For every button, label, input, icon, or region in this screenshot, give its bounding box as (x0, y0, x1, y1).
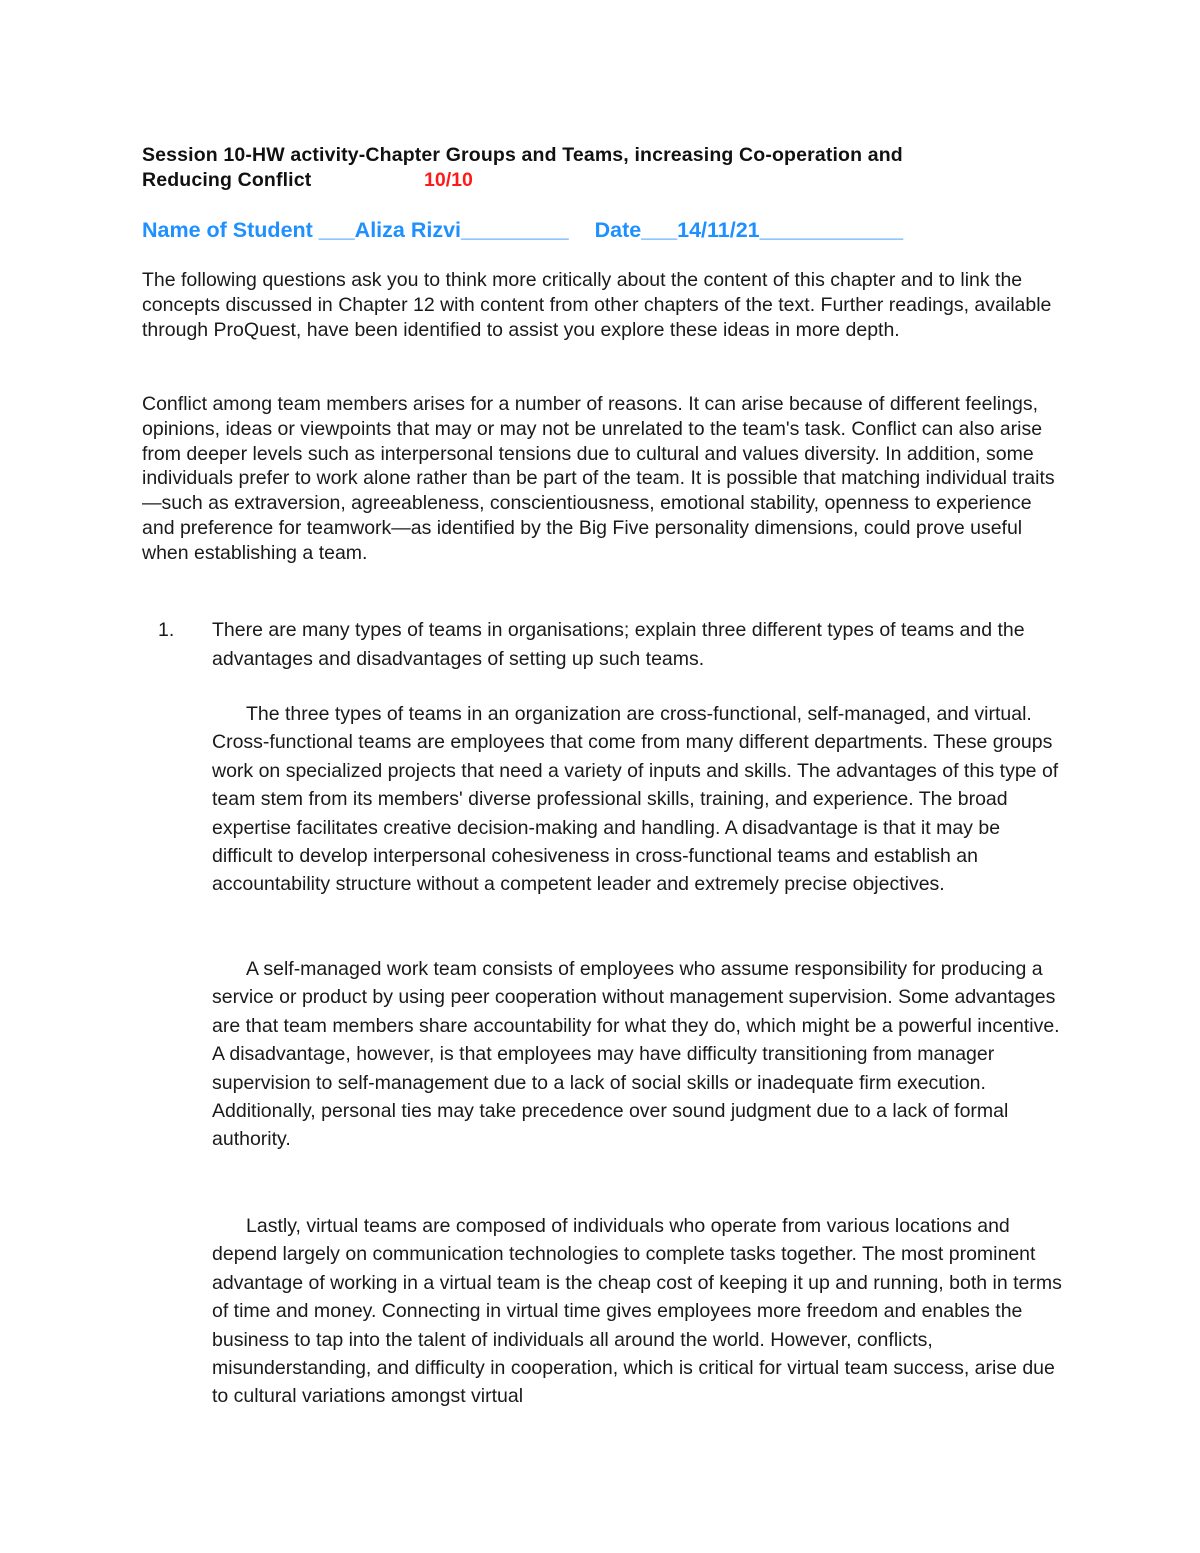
student-info-line (142, 216, 903, 244)
student-name-value: Aliza Rizvi_________ (354, 218, 569, 242)
question-text: There are many types of teams in organisations; explain three different types of teams and the advantages and disadvantages of setting up such teams. (212, 619, 1025, 670)
date-label: Date___ (594, 218, 678, 242)
document-title-line-2: Reducing Conflict (142, 169, 312, 191)
answer-paragraph-virtual: Lastly, virtual teams are composed of individuals who operate from various locations and depend largely on communication technologies to complete tasks together. The most prominent advantage of working in a virtual team is the cheap cost of keeping it up and running, both in terms of time and money. Connecting in virtual time gives employees more freedom and enables the business to tap into the talent of individuals all around the world. However, conflicts, misunderstanding, and difficulty in cooperation, which is critical for virtual team success, arise due to cultural variations amongst virtual (212, 1215, 1062, 1408)
student-name-label: Name of Student ___ (142, 218, 355, 242)
document-title (142, 143, 1042, 193)
conflict-paragraph: Conflict among team members arises for a number of reasons. It can arise because of different feelings, opinions, ideas or viewpoints that may or may not be unrelated to the team's task. Conflict can also arise from deeper levels such as interpersonal tensions due to cultural and values diversity. In addition, some individuals prefer to work alone rather than be part of the team. It is possible that matching individual traits—such as extraversion, agreeableness, conscientiousness, emotional stability, openness to experience and preference for teamwork—as identified by the Big Five personality dimensions, could prove useful when establishing a team. (142, 393, 1055, 564)
answer-paragraph-self-managed: A self-managed work team consists of employees who assume responsibility for producing a service or product by using peer cooperation without management supervision. Some advantages are that team members share accountability for what they do, which might be a powerful incentive. A disadvantage, however, is that employees may have difficulty transitioning from manager supervision to self-management due to a lack of social skills or inadequate firm execution. Additionally, personal ties may take precedence over sound judgment due to a lack of formal authority. (212, 958, 1060, 1151)
answer-paragraph-cross-functional: The three types of teams in an organization are cross-functional, self-managed, and virtual. Cross-functional teams are employees that come from many different departments. These groups work on specialized projects that need a variety of inputs and skills. The advantages of this type of team stem from its members' diverse professional skills, training, and experience. The broad expertise facilitates creative decision-making and handling. A disadvantage is that it may be difficult to develop interpersonal cohesiveness in cross-functional teams and establish an accountability structure without a competent leader and extremely precise objectives. (212, 703, 1059, 896)
score-badge: 10/10 (424, 169, 473, 191)
question-number: 1. (158, 619, 175, 641)
document-title-line-1: Session 10-HW activity-Chapter Groups and Teams, increasing Co-operation and (142, 144, 903, 166)
date-value: 14/11/21____________ (677, 218, 904, 242)
intro-paragraph: The following questions ask you to think more critically about the content of this chapter and to link the concepts discussed in Chapter 12 with content from other chapters of the text. Further readings, available through ProQuest, have been identified to assist you explore these ideas in more depth. (142, 269, 1052, 341)
